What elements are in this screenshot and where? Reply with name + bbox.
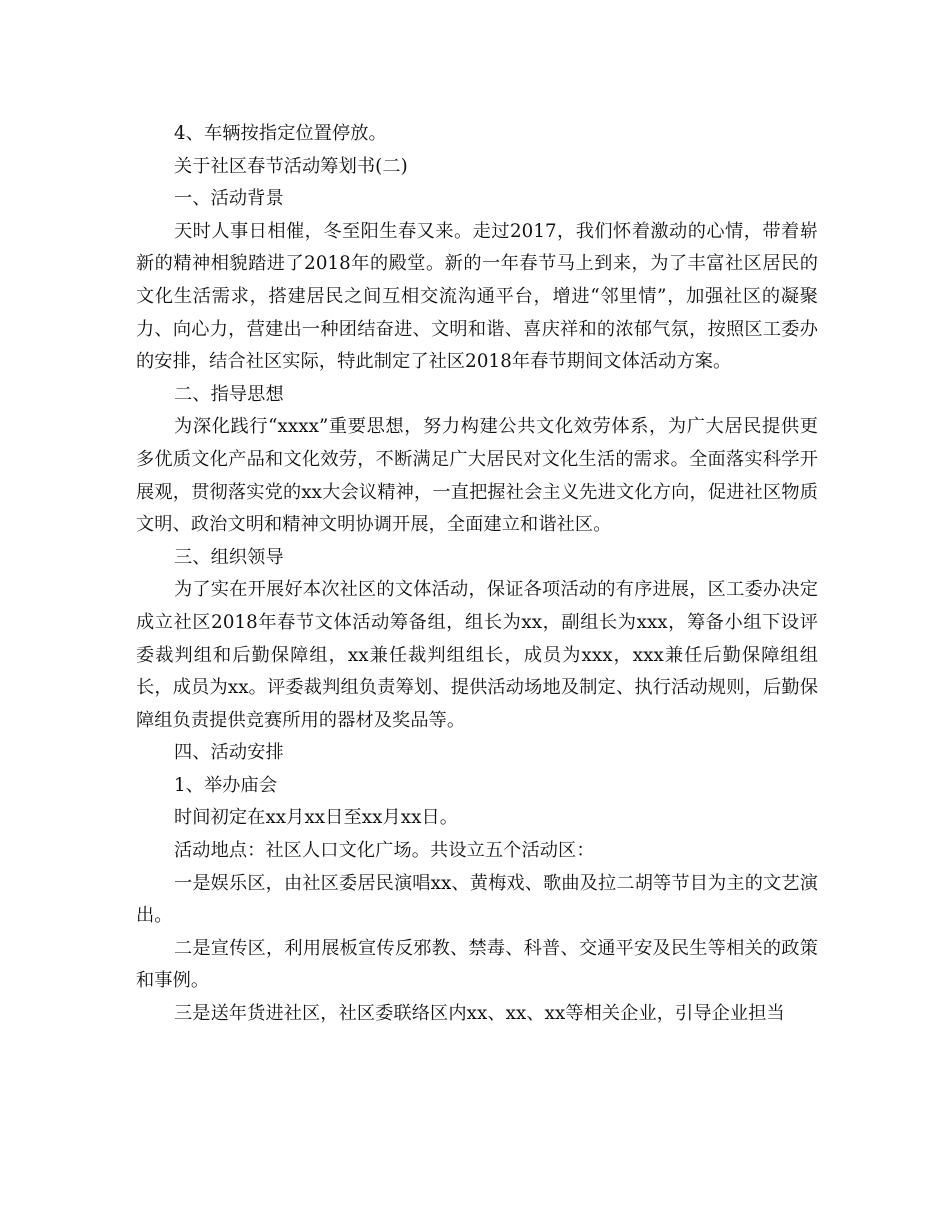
paragraph-new-year-goods: 三是送年货进社区，社区委联络区内xx、xx、xx等相关企业，引导企业担当 <box>174 1003 785 1025</box>
paragraph-organization: 为了实在开展好本次社区的文体活动，保证各项活动的有序进展，区工委办决定成立社区2018年春节文体活动筹备组，组长为xx，副组长为xxx，筹备小组下设评委裁判组和后勤保障组，xx兼任裁判组组长，成员为xxx，xxx兼任后勤保障组组长，成员为xx。评委裁判组负责筹划、提供活动场地及制定、执行活动规则，后勤保障组负责提供竞赛所用的器材及奖品等。 <box>136 579 818 731</box>
paragraph-background: 天时人事日相催，冬至阳生春又来。走过2017，我们怀着激动的心情，带着崭新的精神相貌踏进了2018年的殿堂。新的一年春节马上到来，为了丰富社区居民的文化生活需求，搭建居民之间互相交流沟通平台，增进“邻里情”，加强社区的凝聚力、向心力，营建出一种团结奋进、文明和谐、喜庆祥和的浓郁气氛，按照区工委办的安排，结合社区实际，特此制定了社区2018年春节期间文体活动方案。 <box>136 220 818 373</box>
paragraph-publicity-zone: 二是宣传区，利用展板宣传反邪教、禁毒、科普、交通平安及民生等相关的政策和事例。 <box>136 937 818 992</box>
paragraph-entertainment-zone: 一是娱乐区，由社区委居民演唱xx、黄梅戏、歌曲及拉二胡等节目为主的文艺演出。 <box>136 872 818 927</box>
section-heading-arrangement: 四、活动安排 <box>174 742 284 764</box>
list-item-parking: 4、车辆按指定位置停放。 <box>174 123 387 144</box>
section-heading-organization: 三、组织领导 <box>174 546 284 568</box>
document-body <box>136 118 818 1031</box>
document-title: 关于社区春节活动筹划书(二) <box>174 155 408 177</box>
paragraph-location: 活动地点：社区人口文化广场。共设立五个活动区： <box>174 840 595 862</box>
section-heading-background: 一、活动背景 <box>174 188 284 210</box>
subheading-temple-fair: 1、举办庙会 <box>174 774 278 796</box>
paragraph-guiding-thought: 为深化践行“xxxx”重要思想，努力构建公共文化效劳体系，为广大居民提供更多优质文化产品和文化效劳，不断满足广大居民对文化生活的需求。全面落实科学开展观，贯彻落实党的xx大会议精神，一直把握社会主义先进文化方向，促进社区物质文明、政治文明和精神文明协调开展，全面建立和谐社区。 <box>136 416 818 536</box>
paragraph-time: 时间初定在xx月xx日至xx月xx日。 <box>174 807 459 829</box>
section-heading-guiding-thought: 二、指导思想 <box>174 383 284 405</box>
